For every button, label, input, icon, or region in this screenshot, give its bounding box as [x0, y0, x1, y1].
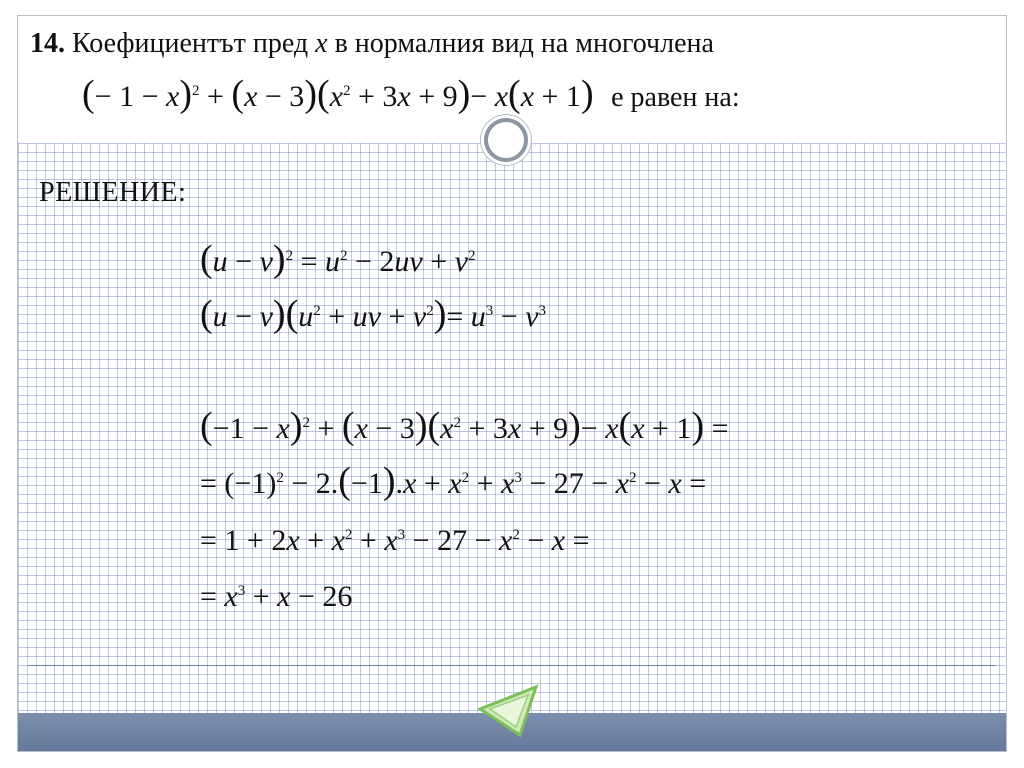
- solution-step-2: = $(-1)^2 - 2.(-1).x + x^2 + x^3 - 27 - x^2 - x$ =: [200, 460, 707, 502]
- back-arrow-icon[interactable]: [478, 683, 540, 744]
- solution-step-4: = $x^3 + x - 26$: [200, 580, 353, 613]
- solution-step-3: = $1 + 2x + x^2 + x^3 - 27 - x^2 - x$ =: [200, 524, 590, 557]
- expression-tail: е равен на:: [611, 82, 740, 113]
- formula-square-difference: $(u - v)^2 = u^2 - 2uv + v^2$: [200, 238, 476, 280]
- question-variable: x: [315, 28, 328, 59]
- question-text-after: в нормалния вид на многочлена: [327, 28, 714, 59]
- circle-ring-icon: [484, 118, 528, 162]
- question-text-before: Коефициентът пред: [72, 28, 316, 59]
- formula-cube-difference: $(u - v)(u^2$ + uv + $v^2)= u^3 - v^3$: [200, 293, 547, 335]
- polynomial-expression: (− $1 - x)^2 + (x - 3)(x^2 + 3x + 9)- x(x + 1)$ е равен на:: [82, 73, 740, 115]
- grid-background: [18, 143, 1006, 752]
- solution-step-1: $(-1 - x)^2 + (x - 3)(x^2 + 3x + 9)- x(x + 1)$ =: [200, 405, 729, 447]
- divider-line: [28, 665, 996, 666]
- question-text: [30, 28, 714, 60]
- solution-label: РЕШЕНИЕ:: [39, 177, 187, 208]
- question-number: 14.: [30, 28, 65, 59]
